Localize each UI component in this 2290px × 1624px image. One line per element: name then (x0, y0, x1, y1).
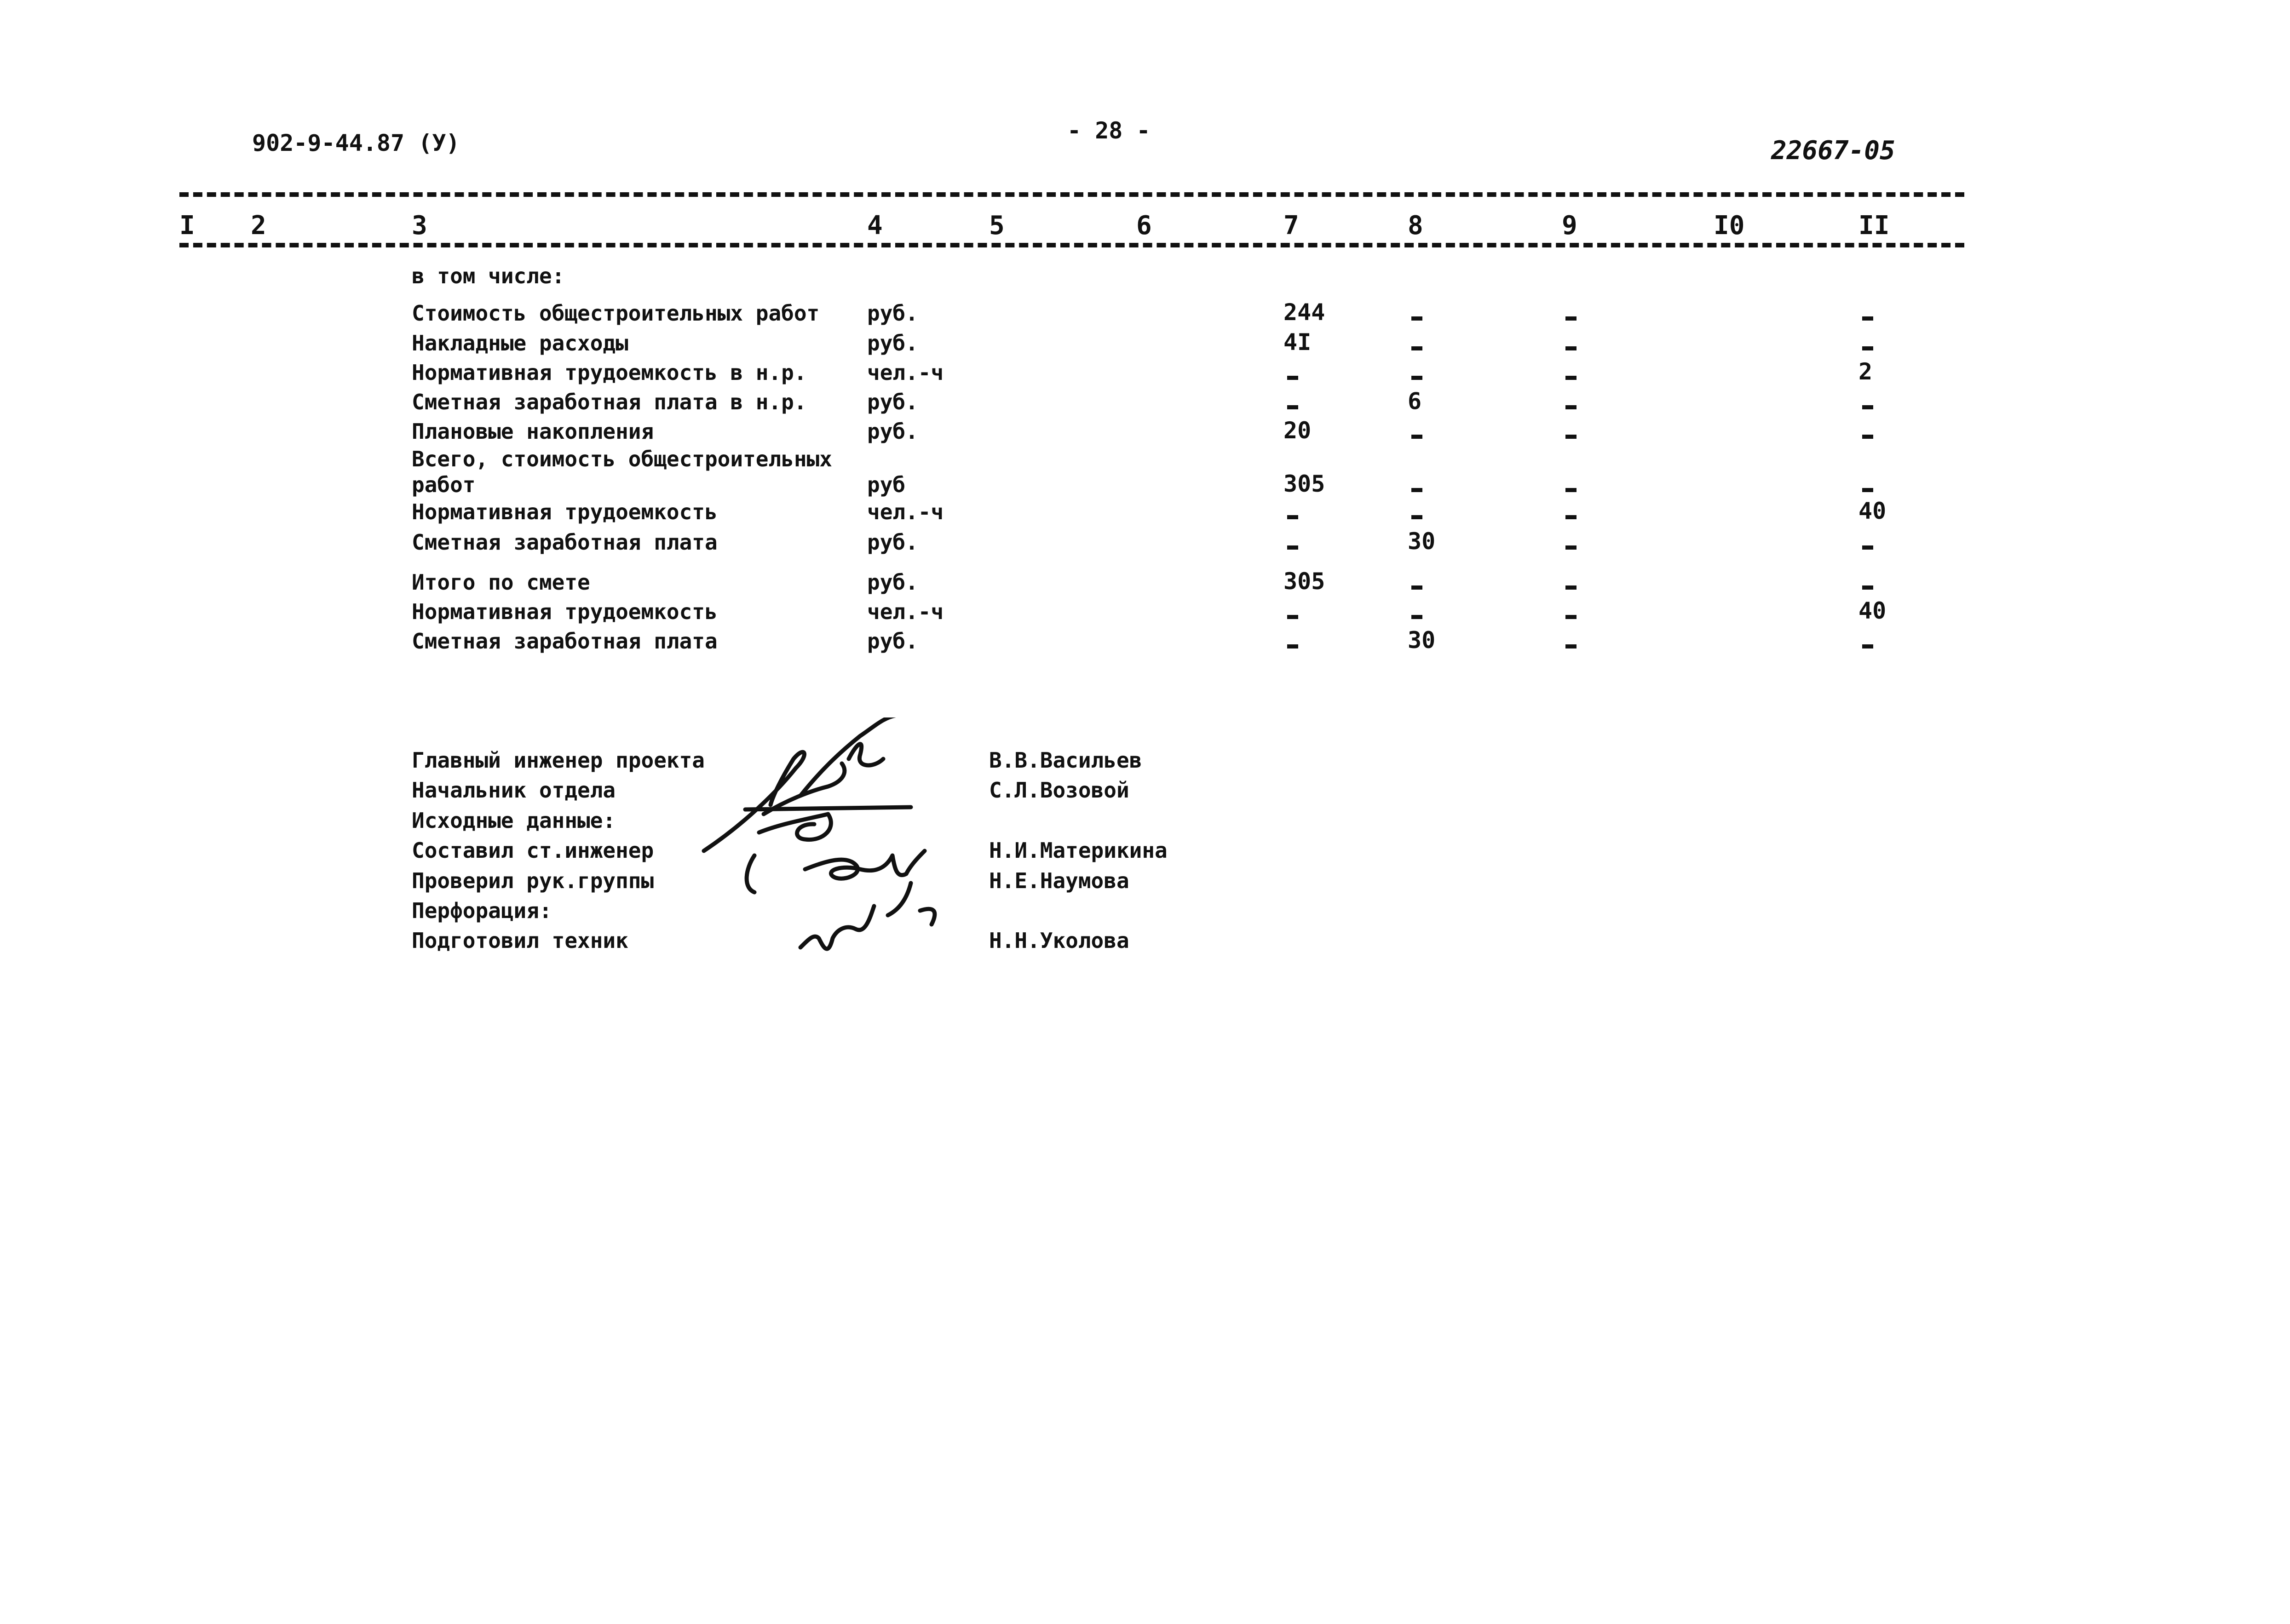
table-top-rule (179, 192, 1964, 197)
column-number: II (1858, 211, 1890, 241)
signature-person: С.Л.Возовой (989, 778, 1129, 803)
signature-person: В.В.Васильев (989, 748, 1142, 773)
column-number: 8 (1408, 211, 1423, 241)
row-value-c11-dash (1862, 488, 1873, 492)
row-value-c8-dash (1411, 488, 1422, 492)
row-value-c11: 40 (1858, 597, 1887, 624)
row-value-c9-dash (1565, 376, 1577, 380)
row-value-c8-dash (1411, 316, 1422, 321)
column-number: 6 (1136, 211, 1152, 241)
column-number: 2 (251, 211, 266, 241)
page-number: - 28 - (1067, 117, 1151, 144)
row-value-c7: 4I (1283, 329, 1312, 356)
row-unit: руб. (867, 419, 918, 444)
row-value-c8-dash (1411, 615, 1422, 619)
stamp-code: 22667-05 (1771, 136, 1895, 166)
row-value-c11-dash (1862, 346, 1873, 350)
signature-role: Проверил рук.группы (412, 868, 654, 893)
row-value-c7-dash (1287, 515, 1298, 519)
signature-role: Исходные данные: (412, 808, 616, 833)
row-value-c9-dash (1565, 316, 1577, 321)
row-value-c8-dash (1411, 376, 1422, 380)
row-unit: руб (867, 472, 906, 497)
row-value-c8-dash (1411, 435, 1422, 439)
row-value-c8: 30 (1408, 627, 1436, 654)
row-description: Стоимость общестроительных работ (412, 301, 820, 326)
signature-person: Н.Е.Наумова (989, 868, 1129, 893)
row-unit: руб. (867, 570, 918, 595)
row-value-c9-dash (1565, 346, 1577, 350)
column-number: I0 (1714, 211, 1745, 241)
row-value-c11-dash (1862, 405, 1873, 409)
signature-role: Начальник отдела (412, 778, 616, 803)
row-value-c7: 244 (1283, 299, 1325, 326)
row-unit: чел.-ч (867, 499, 944, 524)
row-value-c9-dash (1565, 644, 1577, 648)
signature-role: Составил ст.инженер (412, 838, 654, 863)
row-description: Сметная заработная плата (412, 629, 718, 654)
row-unit: чел.-ч (867, 360, 944, 385)
row-value-c11-dash (1862, 435, 1873, 439)
row-description-continued: работ (412, 472, 476, 497)
row-value-c11-dash (1862, 316, 1873, 321)
signature-person: Н.Н.Уколова (989, 928, 1129, 953)
column-number: 3 (412, 211, 427, 241)
row-description: Плановые накопления (412, 419, 654, 444)
row-unit: руб. (867, 331, 918, 356)
row-unit: руб. (867, 390, 918, 414)
row-value-c8: 6 (1408, 388, 1422, 414)
row-value-c8: 30 (1408, 528, 1436, 555)
row-description: Нормативная трудоемкость (412, 599, 718, 624)
row-value-c9-dash (1565, 488, 1577, 492)
row-description: Сметная заработная плата (412, 530, 718, 555)
signature-role: Главный инженер проекта (412, 748, 705, 773)
column-number: 9 (1562, 211, 1577, 241)
row-value-c7-dash (1287, 405, 1298, 409)
column-number: 4 (867, 211, 883, 241)
row-value-c7-dash (1287, 376, 1298, 380)
column-number: I (179, 211, 195, 241)
signature-person: Н.И.Материкина (989, 838, 1168, 863)
row-value-c9-dash (1565, 615, 1577, 619)
handwritten-signatures (690, 717, 1012, 993)
row-unit: чел.-ч (867, 599, 944, 624)
row-description: Всего, стоимость общестроительных (412, 447, 832, 471)
row-value-c7-dash (1287, 545, 1298, 550)
row-value-c9-dash (1565, 405, 1577, 409)
section-label: в том числе: (412, 264, 565, 288)
row-value-c7-dash (1287, 644, 1298, 648)
row-value-c8-dash (1411, 346, 1422, 350)
row-description: Сметная заработная плата в н.р. (412, 390, 807, 414)
row-value-c7: 305 (1283, 471, 1325, 497)
row-value-c11-dash (1862, 644, 1873, 648)
row-description: Нормативная трудоемкость (412, 499, 718, 524)
table-header-rule (179, 243, 1964, 247)
row-value-c8-dash (1411, 585, 1422, 590)
row-unit: руб. (867, 301, 918, 326)
row-value-c11: 2 (1858, 358, 1873, 385)
row-value-c8-dash (1411, 515, 1422, 519)
row-description: Итого по смете (412, 570, 590, 595)
row-value-c9-dash (1565, 515, 1577, 519)
row-value-c9-dash (1565, 435, 1577, 439)
column-number: 7 (1283, 211, 1299, 241)
signature-role: Перфорация: (412, 898, 552, 923)
row-value-c9-dash (1565, 585, 1577, 590)
row-value-c7-dash (1287, 615, 1298, 619)
row-value-c7: 305 (1283, 568, 1325, 595)
row-description: Нормативная трудоемкость в н.р. (412, 360, 807, 385)
row-value-c11-dash (1862, 545, 1873, 550)
row-value-c11-dash (1862, 585, 1873, 590)
row-value-c7: 20 (1283, 417, 1312, 444)
row-unit: руб. (867, 629, 918, 654)
column-number: 5 (989, 211, 1005, 241)
row-value-c9-dash (1565, 545, 1577, 550)
row-value-c11: 40 (1858, 498, 1887, 524)
row-description: Накладные расходы (412, 331, 628, 356)
row-unit: руб. (867, 530, 918, 555)
document-number: 902-9-44.87 (У) (252, 130, 460, 156)
signature-role: Подготовил техник (412, 928, 628, 953)
